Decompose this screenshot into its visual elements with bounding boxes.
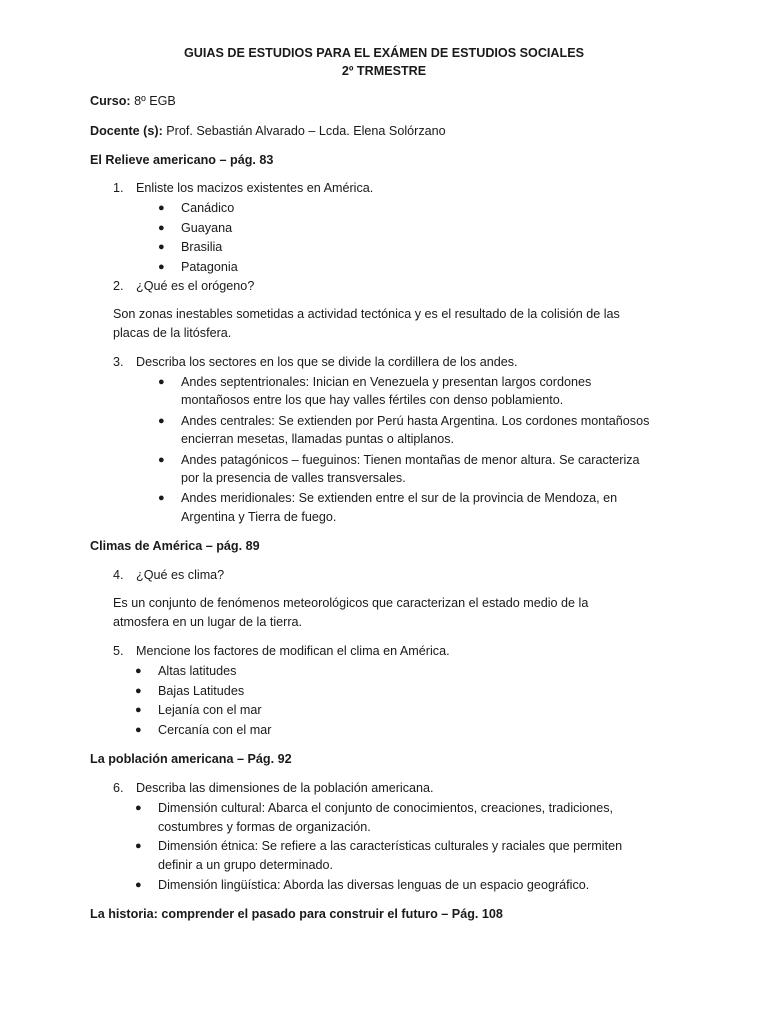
list-item: Guayana [181, 221, 233, 235]
curso-line [90, 94, 176, 108]
document-title-line2: 2º TRMESTRE [341, 64, 427, 78]
list-item-continuation: Argentina y Tierra de fuego. [181, 510, 337, 524]
question-text: ¿Qué es el orógeno? [136, 279, 255, 293]
list-item: Brasilia [181, 240, 223, 254]
answer-line: Es un conjunto de fenómenos meteorológicos que caracterizan el estado medio de la [113, 596, 589, 610]
curso-value: 8º EGB [130, 94, 176, 108]
question-text: Enliste los macizos existentes en América. [136, 181, 374, 195]
answer-line: atmosfera en un lugar de la tierra. [113, 615, 303, 629]
bullet-icon: ● [135, 840, 142, 852]
list-item: Dimensión lingüística: Aborda las diversas lenguas de un espacio geográfico. [158, 878, 590, 892]
bullet-icon: ● [135, 879, 142, 891]
section-heading-climas: Climas de América – pág. 89 [90, 539, 260, 553]
bullet-icon: ● [158, 454, 165, 466]
list-item-continuation: encierran mesetas, llamadas puntas o altiplanos. [181, 432, 455, 446]
question-text: Describa los sectores en los que se divide la cordillera de los andes. [136, 355, 518, 369]
list-item: Andes septentrionales: Inician en Venezuela y presentan largos cordones [181, 375, 592, 389]
list-item-continuation: costumbres y formas de organización. [158, 820, 371, 834]
question-text: ¿Qué es clima? [136, 568, 225, 582]
bullet-icon: ● [158, 376, 165, 388]
question-number: 4. [113, 568, 124, 582]
list-item: Altas latitudes [158, 664, 237, 678]
list-item: Bajas Latitudes [158, 684, 245, 698]
list-item: Andes patagónicos – fueguinos: Tienen montañas de menor altura. Se caracteriza [181, 453, 640, 467]
question-number: 1. [113, 181, 124, 195]
curso-label: Curso: [90, 94, 131, 108]
bullet-icon: ● [158, 492, 165, 504]
bullet-icon: ● [158, 415, 165, 427]
list-item: Dimensión étnica: Se refiere a las características culturales y raciales que permiten [158, 839, 623, 853]
list-item-continuation: por la presencia de valles transversales. [181, 471, 406, 485]
question-number: 3. [113, 355, 124, 369]
list-item-continuation: definir a un grupo determinado. [158, 858, 334, 872]
section-heading-relieve: El Relieve americano – pág. 83 [90, 153, 274, 167]
docente-value: Prof. Sebastián Alvarado – Lcda. Elena Solórzano [162, 124, 446, 138]
question-number: 6. [113, 781, 124, 795]
bullet-icon: ● [158, 241, 165, 253]
question-number: 2. [113, 279, 124, 293]
section-heading-historia: La historia: comprender el pasado para construir el futuro – Pág. 108 [90, 907, 503, 921]
list-item: Dimensión cultural: Abarca el conjunto de conocimientos, creaciones, tradiciones, [158, 801, 614, 815]
list-item: Andes centrales: Se extienden por Perú hasta Argentina. Los cordones montañosos [181, 414, 650, 428]
bullet-icon: ● [135, 724, 142, 736]
list-item: Patagonia [181, 260, 238, 274]
docente-line [90, 124, 446, 138]
list-item: Cercanía con el mar [158, 723, 272, 737]
list-item: Andes meridionales: Se extienden entre el sur de la provincia de Mendoza, en [181, 491, 618, 505]
bullet-icon: ● [135, 685, 142, 697]
list-item-continuation: montañosos entre los que hay valles fértiles con denso poblamiento. [181, 393, 564, 407]
list-item: Lejanía con el mar [158, 703, 262, 717]
question-text: Describa las dimensiones de la población americana. [136, 781, 434, 795]
bullet-icon: ● [158, 202, 165, 214]
answer-line: Son zonas inestables sometidas a actividad tectónica y es el resultado de la colisión de las [113, 307, 620, 321]
bullet-icon: ● [135, 665, 142, 677]
question-number: 5. [113, 644, 124, 658]
bullet-icon: ● [135, 802, 142, 814]
bullet-icon: ● [158, 261, 165, 273]
section-heading-poblacion: La población americana – Pág. 92 [90, 752, 292, 766]
document-title-line1: GUIAS DE ESTUDIOS PARA EL EXÁMEN DE ESTUDIOS SOCIALES [183, 46, 585, 60]
bullet-icon: ● [135, 704, 142, 716]
docente-label: Docente (s): [90, 124, 163, 138]
answer-line: placas de la litósfera. [113, 326, 232, 340]
bullet-icon: ● [158, 222, 165, 234]
list-item: Canádico [181, 201, 235, 215]
question-text: Mencione los factores de modifican el clima en América. [136, 644, 450, 658]
